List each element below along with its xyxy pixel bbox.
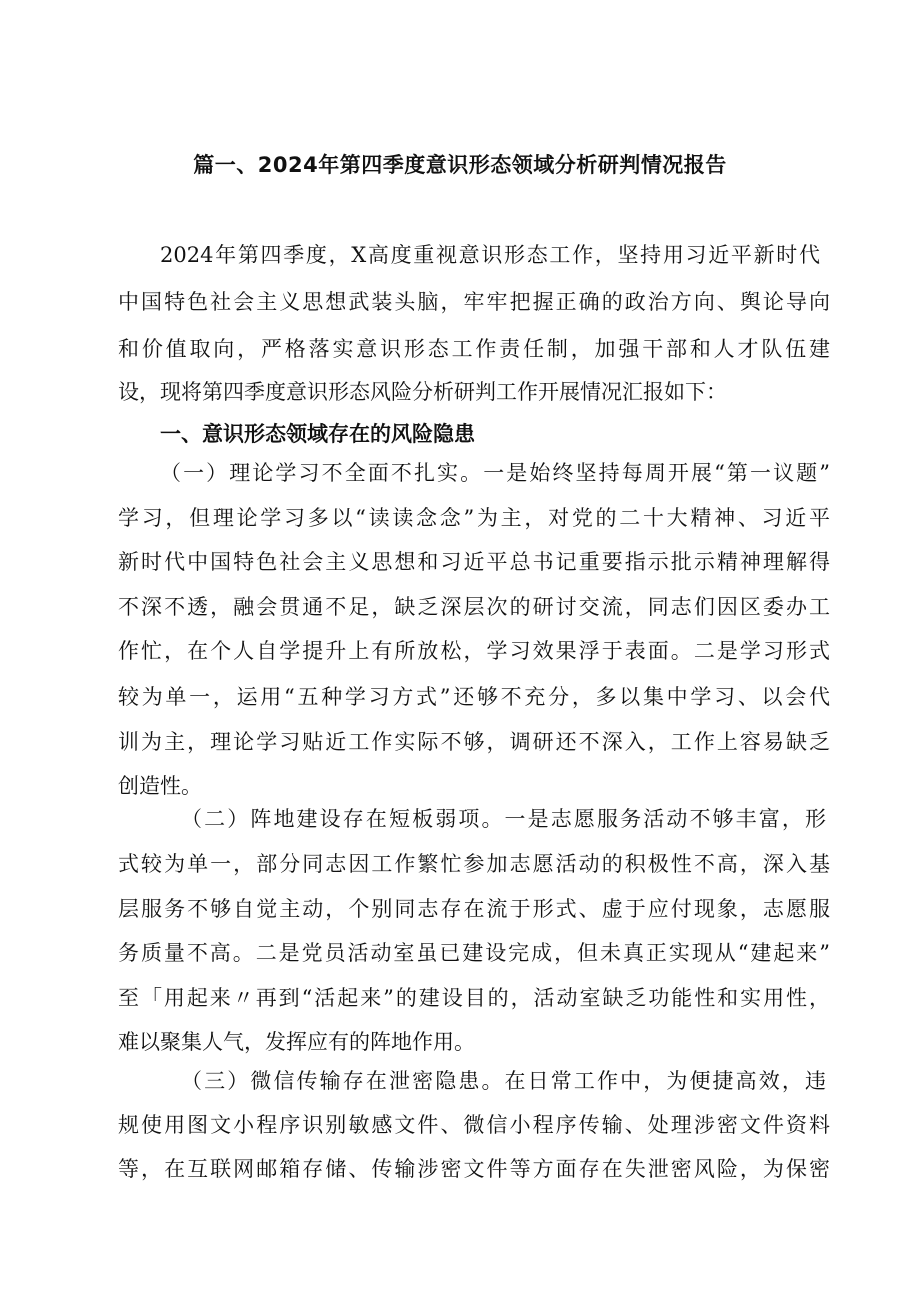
section-heading: 一、意识形态领域存在的风险隐患 — [160, 422, 475, 446]
item-1-line: 较为单一，运用“五种学习方式”还够不充分，多以集中学习、以会代 — [118, 685, 830, 709]
intro-line: 设，现将第四季度意识形态风险分析研判工作开展情况汇报如下： — [118, 380, 727, 404]
intro-line: 2024年第四季度，X高度重视意识形态工作，坚持用习近平新时代 — [160, 243, 820, 267]
item-2-line: 层服务不够自觉主动，个别同志存在流于形式、虚于应付现象，志愿服 — [118, 897, 830, 921]
item-3-line: 等，在互联网邮箱存储、传输涉密文件等方面存在失泄密风险，为保密 — [118, 1157, 830, 1181]
item-2-line: 式较为单一，部分同志因工作繁忙参加志愿活动的积极性不高，深入基 — [118, 852, 830, 876]
document-title: 篇一、2024年第四季度意识形态领域分析研判情况报告 — [193, 153, 727, 177]
item-3-line: 规使用图文小程序识别敏感文件、微信小程序传输、处理涉密文件资料 — [118, 1113, 830, 1137]
item-2-line: 至「用起来〃再到“活起来”的建设目的，活动室缺乏功能性和实用性， — [118, 986, 830, 1010]
item-2-line: （二）阵地建设存在短板弱项。一是志愿服务活动不够丰富，形 — [181, 807, 826, 831]
item-1-line: 创造性。 — [118, 774, 202, 798]
item-3-line: （三）微信传输存在泄密隐患。在日常工作中，为便捷高效，违 — [181, 1069, 826, 1093]
item-2-line: 务质量不高。二是党员活动室虽已建设完成，但未真正实现从“建起来” — [118, 941, 830, 965]
item-2-line: 难以聚集人气，发挥应有的阵地作用。 — [118, 1030, 475, 1054]
item-1-line: 不深不透，融会贯通不足，缺乏深层次的研讨交流，同志们因区委办工 — [118, 595, 830, 619]
item-1-line: 新时代中国特色社会主义思想和习近平总书记重要指示批示精神理解得 — [118, 550, 830, 574]
item-1-line: （一）理论学习不全面不扎实。一是始终坚持每周开展“第一议题” — [160, 461, 830, 485]
item-1-line: 作忙，在个人自学提升上有所放松，学习效果浮于表面。二是学习形式 — [118, 639, 830, 663]
intro-line: 和价值取向，严格落实意识形态工作责任制，加强干部和人才队伍建 — [118, 337, 830, 361]
intro-line: 中国特色社会主义思想武装头脑，牢牢把握正确的政治方向、舆论导向 — [118, 290, 830, 314]
item-1-line: 学习，但理论学习多以“读读念念”为主，对党的二十大精神、习近平 — [118, 506, 830, 530]
item-1-line: 训为主，理论学习贴近工作实际不够，调研还不深入，工作上容易缺乏 — [118, 730, 830, 754]
